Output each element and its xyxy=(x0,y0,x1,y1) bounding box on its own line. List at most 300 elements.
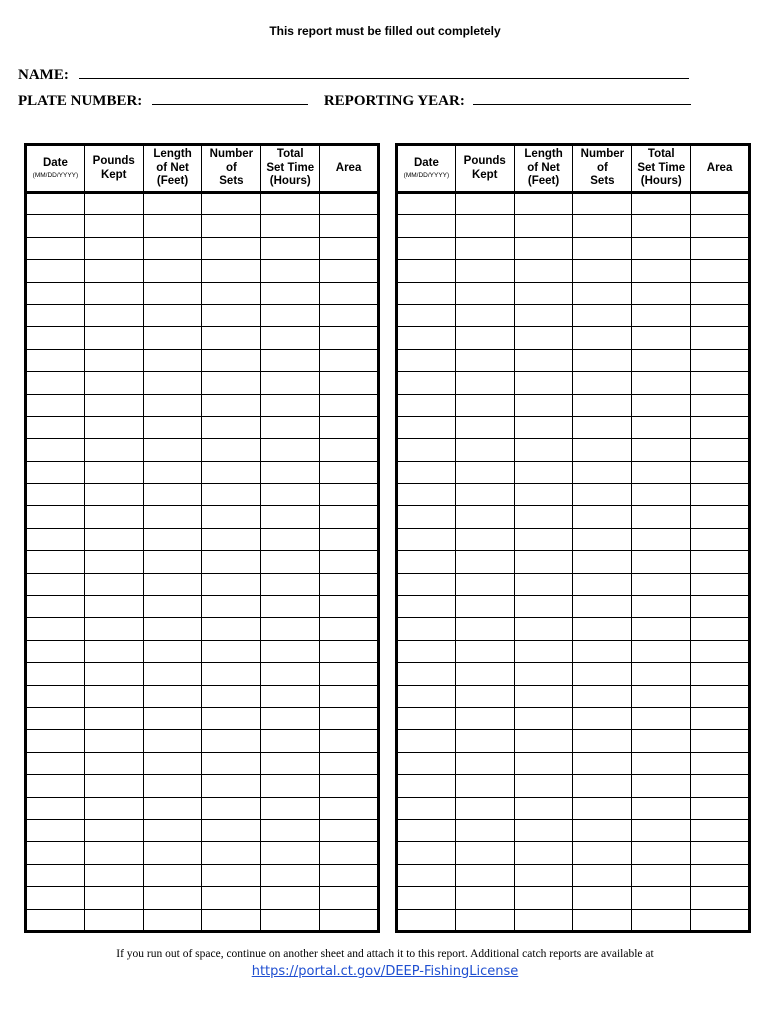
entry-cell-pounds-kept[interactable] xyxy=(84,618,143,640)
entry-cell-pounds-kept[interactable] xyxy=(455,663,514,685)
entry-cell-date[interactable] xyxy=(26,707,85,729)
entry-cell-number-of-sets[interactable] xyxy=(573,887,632,909)
entry-cell-total-set-time[interactable] xyxy=(632,797,691,819)
entry-cell-length-of-net[interactable] xyxy=(514,573,573,595)
entry-cell-number-of-sets[interactable] xyxy=(202,618,261,640)
entry-cell-length-of-net[interactable] xyxy=(143,394,202,416)
entry-cell-date[interactable] xyxy=(397,842,456,864)
entry-cell-area[interactable] xyxy=(320,909,379,931)
entry-cell-length-of-net[interactable] xyxy=(514,842,573,864)
entry-cell-area[interactable] xyxy=(691,573,750,595)
entry-cell-length-of-net[interactable] xyxy=(514,416,573,438)
entry-cell-number-of-sets[interactable] xyxy=(202,842,261,864)
entry-cell-length-of-net[interactable] xyxy=(143,260,202,282)
entry-cell-date[interactable] xyxy=(397,416,456,438)
entry-cell-length-of-net[interactable] xyxy=(514,372,573,394)
entry-cell-number-of-sets[interactable] xyxy=(202,887,261,909)
entry-cell-total-set-time[interactable] xyxy=(632,260,691,282)
entry-cell-date[interactable] xyxy=(26,528,85,550)
entry-cell-length-of-net[interactable] xyxy=(143,663,202,685)
entry-cell-date[interactable] xyxy=(397,551,456,573)
entry-cell-total-set-time[interactable] xyxy=(632,842,691,864)
entry-cell-date[interactable] xyxy=(26,842,85,864)
entry-cell-date[interactable] xyxy=(397,685,456,707)
entry-cell-length-of-net[interactable] xyxy=(143,573,202,595)
entry-cell-total-set-time[interactable] xyxy=(261,640,320,662)
entry-cell-number-of-sets[interactable] xyxy=(573,304,632,326)
entry-cell-date[interactable] xyxy=(26,506,85,528)
entry-cell-pounds-kept[interactable] xyxy=(84,596,143,618)
entry-cell-area[interactable] xyxy=(320,193,379,215)
entry-cell-area[interactable] xyxy=(691,349,750,371)
entry-cell-number-of-sets[interactable] xyxy=(573,528,632,550)
entry-cell-pounds-kept[interactable] xyxy=(84,416,143,438)
entry-cell-total-set-time[interactable] xyxy=(261,551,320,573)
entry-cell-area[interactable] xyxy=(691,596,750,618)
entry-cell-pounds-kept[interactable] xyxy=(84,484,143,506)
entry-cell-date[interactable] xyxy=(397,618,456,640)
entry-cell-length-of-net[interactable] xyxy=(514,215,573,237)
entry-cell-date[interactable] xyxy=(397,730,456,752)
entry-cell-number-of-sets[interactable] xyxy=(573,842,632,864)
entry-cell-pounds-kept[interactable] xyxy=(455,461,514,483)
entry-cell-date[interactable] xyxy=(26,887,85,909)
entry-cell-area[interactable] xyxy=(320,685,379,707)
entry-cell-pounds-kept[interactable] xyxy=(84,304,143,326)
entry-cell-total-set-time[interactable] xyxy=(261,864,320,886)
entry-cell-pounds-kept[interactable] xyxy=(455,596,514,618)
entry-cell-total-set-time[interactable] xyxy=(632,573,691,595)
entry-cell-date[interactable] xyxy=(26,618,85,640)
entry-cell-area[interactable] xyxy=(320,327,379,349)
entry-cell-area[interactable] xyxy=(320,819,379,841)
entry-cell-length-of-net[interactable] xyxy=(143,618,202,640)
entry-cell-total-set-time[interactable] xyxy=(261,506,320,528)
entry-cell-pounds-kept[interactable] xyxy=(455,193,514,215)
entry-cell-total-set-time[interactable] xyxy=(261,730,320,752)
entry-cell-date[interactable] xyxy=(397,752,456,774)
entry-cell-number-of-sets[interactable] xyxy=(573,439,632,461)
entry-cell-total-set-time[interactable] xyxy=(261,304,320,326)
entry-cell-pounds-kept[interactable] xyxy=(455,439,514,461)
entry-cell-number-of-sets[interactable] xyxy=(573,797,632,819)
entry-cell-number-of-sets[interactable] xyxy=(202,528,261,550)
entry-cell-length-of-net[interactable] xyxy=(143,551,202,573)
entry-cell-total-set-time[interactable] xyxy=(261,349,320,371)
entry-cell-pounds-kept[interactable] xyxy=(455,752,514,774)
entry-cell-area[interactable] xyxy=(691,551,750,573)
entry-cell-date[interactable] xyxy=(26,304,85,326)
entry-cell-total-set-time[interactable] xyxy=(261,685,320,707)
entry-cell-total-set-time[interactable] xyxy=(632,752,691,774)
entry-cell-pounds-kept[interactable] xyxy=(455,327,514,349)
entry-cell-length-of-net[interactable] xyxy=(143,775,202,797)
entry-cell-area[interactable] xyxy=(691,506,750,528)
entry-cell-number-of-sets[interactable] xyxy=(202,484,261,506)
entry-cell-number-of-sets[interactable] xyxy=(202,193,261,215)
entry-cell-pounds-kept[interactable] xyxy=(455,394,514,416)
entry-cell-length-of-net[interactable] xyxy=(514,887,573,909)
entry-cell-area[interactable] xyxy=(691,640,750,662)
entry-cell-total-set-time[interactable] xyxy=(261,573,320,595)
entry-cell-date[interactable] xyxy=(397,215,456,237)
entry-cell-date[interactable] xyxy=(397,349,456,371)
entry-cell-number-of-sets[interactable] xyxy=(202,775,261,797)
entry-cell-total-set-time[interactable] xyxy=(261,416,320,438)
entry-cell-area[interactable] xyxy=(691,663,750,685)
entry-cell-length-of-net[interactable] xyxy=(514,819,573,841)
entry-cell-pounds-kept[interactable] xyxy=(455,215,514,237)
entry-cell-number-of-sets[interactable] xyxy=(573,260,632,282)
entry-cell-length-of-net[interactable] xyxy=(514,528,573,550)
entry-cell-pounds-kept[interactable] xyxy=(455,707,514,729)
entry-cell-area[interactable] xyxy=(320,282,379,304)
entry-cell-total-set-time[interactable] xyxy=(632,349,691,371)
entry-cell-pounds-kept[interactable] xyxy=(455,819,514,841)
entry-cell-number-of-sets[interactable] xyxy=(202,439,261,461)
entry-cell-date[interactable] xyxy=(26,461,85,483)
entry-cell-length-of-net[interactable] xyxy=(514,640,573,662)
entry-cell-number-of-sets[interactable] xyxy=(202,909,261,931)
entry-cell-total-set-time[interactable] xyxy=(261,842,320,864)
entry-cell-date[interactable] xyxy=(26,372,85,394)
reporting-year-blank-line[interactable] xyxy=(473,90,691,105)
entry-cell-pounds-kept[interactable] xyxy=(84,439,143,461)
entry-cell-total-set-time[interactable] xyxy=(261,372,320,394)
entry-cell-area[interactable] xyxy=(691,864,750,886)
entry-cell-number-of-sets[interactable] xyxy=(573,685,632,707)
entry-cell-number-of-sets[interactable] xyxy=(573,752,632,774)
entry-cell-pounds-kept[interactable] xyxy=(84,864,143,886)
entry-cell-area[interactable] xyxy=(320,394,379,416)
entry-cell-total-set-time[interactable] xyxy=(632,864,691,886)
entry-cell-number-of-sets[interactable] xyxy=(202,260,261,282)
entry-cell-pounds-kept[interactable] xyxy=(455,506,514,528)
entry-cell-number-of-sets[interactable] xyxy=(202,707,261,729)
entry-cell-pounds-kept[interactable] xyxy=(84,193,143,215)
entry-cell-number-of-sets[interactable] xyxy=(202,797,261,819)
entry-cell-area[interactable] xyxy=(320,573,379,595)
entry-cell-area[interactable] xyxy=(691,819,750,841)
entry-cell-length-of-net[interactable] xyxy=(514,506,573,528)
entry-cell-total-set-time[interactable] xyxy=(632,394,691,416)
entry-cell-length-of-net[interactable] xyxy=(143,237,202,259)
entry-cell-date[interactable] xyxy=(26,752,85,774)
entry-cell-number-of-sets[interactable] xyxy=(573,193,632,215)
entry-cell-length-of-net[interactable] xyxy=(514,439,573,461)
entry-cell-length-of-net[interactable] xyxy=(514,707,573,729)
entry-cell-pounds-kept[interactable] xyxy=(455,685,514,707)
entry-cell-length-of-net[interactable] xyxy=(143,909,202,931)
entry-cell-number-of-sets[interactable] xyxy=(202,304,261,326)
entry-cell-length-of-net[interactable] xyxy=(143,819,202,841)
entry-cell-length-of-net[interactable] xyxy=(143,842,202,864)
entry-cell-date[interactable] xyxy=(397,864,456,886)
entry-cell-total-set-time[interactable] xyxy=(632,506,691,528)
footer-link[interactable]: https://portal.ct.gov/DEEP-FishingLicense xyxy=(251,964,519,979)
entry-cell-area[interactable] xyxy=(320,596,379,618)
entry-cell-length-of-net[interactable] xyxy=(143,596,202,618)
entry-cell-length-of-net[interactable] xyxy=(143,349,202,371)
entry-cell-date[interactable] xyxy=(397,640,456,662)
entry-cell-total-set-time[interactable] xyxy=(632,282,691,304)
entry-cell-area[interactable] xyxy=(320,506,379,528)
entry-cell-length-of-net[interactable] xyxy=(514,304,573,326)
entry-cell-number-of-sets[interactable] xyxy=(573,573,632,595)
entry-cell-number-of-sets[interactable] xyxy=(573,640,632,662)
entry-cell-total-set-time[interactable] xyxy=(632,193,691,215)
entry-cell-number-of-sets[interactable] xyxy=(573,484,632,506)
entry-cell-date[interactable] xyxy=(26,215,85,237)
entry-cell-length-of-net[interactable] xyxy=(143,797,202,819)
entry-cell-date[interactable] xyxy=(26,484,85,506)
entry-cell-total-set-time[interactable] xyxy=(261,909,320,931)
entry-cell-number-of-sets[interactable] xyxy=(202,461,261,483)
entry-cell-number-of-sets[interactable] xyxy=(573,596,632,618)
entry-cell-total-set-time[interactable] xyxy=(261,707,320,729)
entry-cell-date[interactable] xyxy=(26,193,85,215)
entry-cell-date[interactable] xyxy=(26,685,85,707)
entry-cell-number-of-sets[interactable] xyxy=(202,573,261,595)
entry-cell-length-of-net[interactable] xyxy=(143,193,202,215)
entry-cell-area[interactable] xyxy=(691,461,750,483)
entry-cell-total-set-time[interactable] xyxy=(632,372,691,394)
entry-cell-area[interactable] xyxy=(320,797,379,819)
entry-cell-area[interactable] xyxy=(691,372,750,394)
entry-cell-number-of-sets[interactable] xyxy=(202,864,261,886)
entry-cell-number-of-sets[interactable] xyxy=(202,215,261,237)
entry-cell-area[interactable] xyxy=(320,618,379,640)
entry-cell-area[interactable] xyxy=(320,775,379,797)
entry-cell-total-set-time[interactable] xyxy=(632,707,691,729)
entry-cell-pounds-kept[interactable] xyxy=(84,909,143,931)
entry-cell-area[interactable] xyxy=(691,215,750,237)
entry-cell-total-set-time[interactable] xyxy=(261,618,320,640)
entry-cell-date[interactable] xyxy=(397,304,456,326)
entry-cell-area[interactable] xyxy=(320,304,379,326)
entry-cell-number-of-sets[interactable] xyxy=(202,506,261,528)
entry-cell-length-of-net[interactable] xyxy=(143,215,202,237)
entry-cell-number-of-sets[interactable] xyxy=(202,372,261,394)
entry-cell-total-set-time[interactable] xyxy=(261,663,320,685)
entry-cell-pounds-kept[interactable] xyxy=(84,775,143,797)
entry-cell-date[interactable] xyxy=(397,887,456,909)
entry-cell-number-of-sets[interactable] xyxy=(573,618,632,640)
entry-cell-number-of-sets[interactable] xyxy=(202,237,261,259)
entry-cell-pounds-kept[interactable] xyxy=(455,842,514,864)
entry-cell-number-of-sets[interactable] xyxy=(202,640,261,662)
entry-cell-length-of-net[interactable] xyxy=(514,349,573,371)
entry-cell-pounds-kept[interactable] xyxy=(455,349,514,371)
entry-cell-number-of-sets[interactable] xyxy=(573,282,632,304)
entry-cell-number-of-sets[interactable] xyxy=(202,551,261,573)
entry-cell-date[interactable] xyxy=(26,775,85,797)
plate-number-blank-line[interactable] xyxy=(152,90,308,105)
entry-cell-pounds-kept[interactable] xyxy=(84,752,143,774)
entry-cell-pounds-kept[interactable] xyxy=(455,528,514,550)
entry-cell-area[interactable] xyxy=(691,394,750,416)
entry-cell-number-of-sets[interactable] xyxy=(573,327,632,349)
entry-cell-pounds-kept[interactable] xyxy=(84,372,143,394)
entry-cell-length-of-net[interactable] xyxy=(514,618,573,640)
entry-cell-number-of-sets[interactable] xyxy=(202,349,261,371)
entry-cell-length-of-net[interactable] xyxy=(143,304,202,326)
entry-cell-area[interactable] xyxy=(320,730,379,752)
entry-cell-pounds-kept[interactable] xyxy=(455,237,514,259)
entry-cell-pounds-kept[interactable] xyxy=(84,842,143,864)
entry-cell-area[interactable] xyxy=(691,752,750,774)
entry-cell-date[interactable] xyxy=(26,551,85,573)
entry-cell-number-of-sets[interactable] xyxy=(573,663,632,685)
entry-cell-number-of-sets[interactable] xyxy=(202,819,261,841)
entry-cell-number-of-sets[interactable] xyxy=(573,394,632,416)
entry-cell-total-set-time[interactable] xyxy=(261,282,320,304)
entry-cell-number-of-sets[interactable] xyxy=(202,730,261,752)
entry-cell-date[interactable] xyxy=(26,260,85,282)
entry-cell-area[interactable] xyxy=(691,237,750,259)
entry-cell-area[interactable] xyxy=(691,416,750,438)
entry-cell-length-of-net[interactable] xyxy=(514,730,573,752)
entry-cell-length-of-net[interactable] xyxy=(143,416,202,438)
entry-cell-total-set-time[interactable] xyxy=(632,887,691,909)
entry-cell-length-of-net[interactable] xyxy=(143,864,202,886)
entry-cell-number-of-sets[interactable] xyxy=(573,416,632,438)
entry-cell-area[interactable] xyxy=(320,887,379,909)
entry-cell-date[interactable] xyxy=(397,439,456,461)
entry-cell-total-set-time[interactable] xyxy=(632,416,691,438)
entry-cell-date[interactable] xyxy=(26,282,85,304)
entry-cell-total-set-time[interactable] xyxy=(261,775,320,797)
entry-cell-area[interactable] xyxy=(691,685,750,707)
entry-cell-date[interactable] xyxy=(397,819,456,841)
entry-cell-area[interactable] xyxy=(320,663,379,685)
entry-cell-number-of-sets[interactable] xyxy=(573,819,632,841)
entry-cell-pounds-kept[interactable] xyxy=(455,484,514,506)
entry-cell-total-set-time[interactable] xyxy=(261,237,320,259)
entry-cell-length-of-net[interactable] xyxy=(514,461,573,483)
entry-cell-total-set-time[interactable] xyxy=(632,327,691,349)
entry-cell-area[interactable] xyxy=(320,707,379,729)
entry-cell-date[interactable] xyxy=(26,237,85,259)
entry-cell-date[interactable] xyxy=(397,573,456,595)
entry-cell-date[interactable] xyxy=(397,506,456,528)
entry-cell-pounds-kept[interactable] xyxy=(455,909,514,931)
entry-cell-length-of-net[interactable] xyxy=(514,663,573,685)
entry-cell-area[interactable] xyxy=(320,215,379,237)
entry-cell-date[interactable] xyxy=(397,394,456,416)
entry-cell-date[interactable] xyxy=(26,819,85,841)
entry-cell-pounds-kept[interactable] xyxy=(84,260,143,282)
entry-cell-length-of-net[interactable] xyxy=(143,484,202,506)
entry-cell-area[interactable] xyxy=(320,484,379,506)
entry-cell-length-of-net[interactable] xyxy=(514,551,573,573)
entry-cell-date[interactable] xyxy=(397,461,456,483)
entry-cell-area[interactable] xyxy=(320,864,379,886)
entry-cell-pounds-kept[interactable] xyxy=(455,730,514,752)
entry-cell-area[interactable] xyxy=(691,193,750,215)
entry-cell-pounds-kept[interactable] xyxy=(455,260,514,282)
entry-cell-total-set-time[interactable] xyxy=(632,909,691,931)
entry-cell-pounds-kept[interactable] xyxy=(84,506,143,528)
entry-cell-number-of-sets[interactable] xyxy=(573,237,632,259)
entry-cell-total-set-time[interactable] xyxy=(261,887,320,909)
entry-cell-length-of-net[interactable] xyxy=(514,752,573,774)
entry-cell-date[interactable] xyxy=(26,909,85,931)
entry-cell-pounds-kept[interactable] xyxy=(84,237,143,259)
entry-cell-number-of-sets[interactable] xyxy=(573,551,632,573)
entry-cell-length-of-net[interactable] xyxy=(514,237,573,259)
entry-cell-area[interactable] xyxy=(320,260,379,282)
entry-cell-length-of-net[interactable] xyxy=(514,775,573,797)
entry-cell-date[interactable] xyxy=(397,193,456,215)
entry-cell-total-set-time[interactable] xyxy=(261,797,320,819)
entry-cell-length-of-net[interactable] xyxy=(514,327,573,349)
entry-cell-number-of-sets[interactable] xyxy=(202,282,261,304)
entry-cell-total-set-time[interactable] xyxy=(632,461,691,483)
entry-cell-pounds-kept[interactable] xyxy=(455,640,514,662)
entry-cell-total-set-time[interactable] xyxy=(632,685,691,707)
entry-cell-number-of-sets[interactable] xyxy=(573,461,632,483)
entry-cell-length-of-net[interactable] xyxy=(143,439,202,461)
entry-cell-date[interactable] xyxy=(397,528,456,550)
entry-cell-length-of-net[interactable] xyxy=(143,707,202,729)
entry-cell-number-of-sets[interactable] xyxy=(202,752,261,774)
entry-cell-area[interactable] xyxy=(691,528,750,550)
entry-cell-length-of-net[interactable] xyxy=(143,730,202,752)
entry-cell-area[interactable] xyxy=(320,349,379,371)
entry-cell-date[interactable] xyxy=(397,707,456,729)
entry-cell-length-of-net[interactable] xyxy=(143,752,202,774)
entry-cell-area[interactable] xyxy=(320,439,379,461)
entry-cell-pounds-kept[interactable] xyxy=(455,282,514,304)
entry-cell-date[interactable] xyxy=(397,775,456,797)
entry-cell-date[interactable] xyxy=(26,349,85,371)
entry-cell-total-set-time[interactable] xyxy=(632,528,691,550)
entry-cell-date[interactable] xyxy=(397,282,456,304)
entry-cell-pounds-kept[interactable] xyxy=(84,663,143,685)
entry-cell-number-of-sets[interactable] xyxy=(573,909,632,931)
entry-cell-length-of-net[interactable] xyxy=(514,685,573,707)
entry-cell-area[interactable] xyxy=(691,775,750,797)
entry-cell-length-of-net[interactable] xyxy=(514,797,573,819)
entry-cell-length-of-net[interactable] xyxy=(514,193,573,215)
entry-cell-area[interactable] xyxy=(691,439,750,461)
entry-cell-date[interactable] xyxy=(26,663,85,685)
entry-cell-area[interactable] xyxy=(691,797,750,819)
entry-cell-pounds-kept[interactable] xyxy=(84,640,143,662)
entry-cell-date[interactable] xyxy=(397,484,456,506)
entry-cell-pounds-kept[interactable] xyxy=(84,327,143,349)
entry-cell-number-of-sets[interactable] xyxy=(573,349,632,371)
entry-cell-number-of-sets[interactable] xyxy=(202,394,261,416)
entry-cell-date[interactable] xyxy=(26,394,85,416)
entry-cell-number-of-sets[interactable] xyxy=(573,730,632,752)
entry-cell-date[interactable] xyxy=(397,327,456,349)
entry-cell-total-set-time[interactable] xyxy=(261,260,320,282)
entry-cell-number-of-sets[interactable] xyxy=(202,596,261,618)
entry-cell-area[interactable] xyxy=(320,842,379,864)
entry-cell-area[interactable] xyxy=(691,707,750,729)
entry-cell-pounds-kept[interactable] xyxy=(84,215,143,237)
entry-cell-pounds-kept[interactable] xyxy=(455,551,514,573)
entry-cell-length-of-net[interactable] xyxy=(143,372,202,394)
entry-cell-date[interactable] xyxy=(26,640,85,662)
entry-cell-area[interactable] xyxy=(320,461,379,483)
entry-cell-length-of-net[interactable] xyxy=(143,461,202,483)
entry-cell-total-set-time[interactable] xyxy=(261,461,320,483)
entry-cell-area[interactable] xyxy=(691,260,750,282)
entry-cell-total-set-time[interactable] xyxy=(261,394,320,416)
